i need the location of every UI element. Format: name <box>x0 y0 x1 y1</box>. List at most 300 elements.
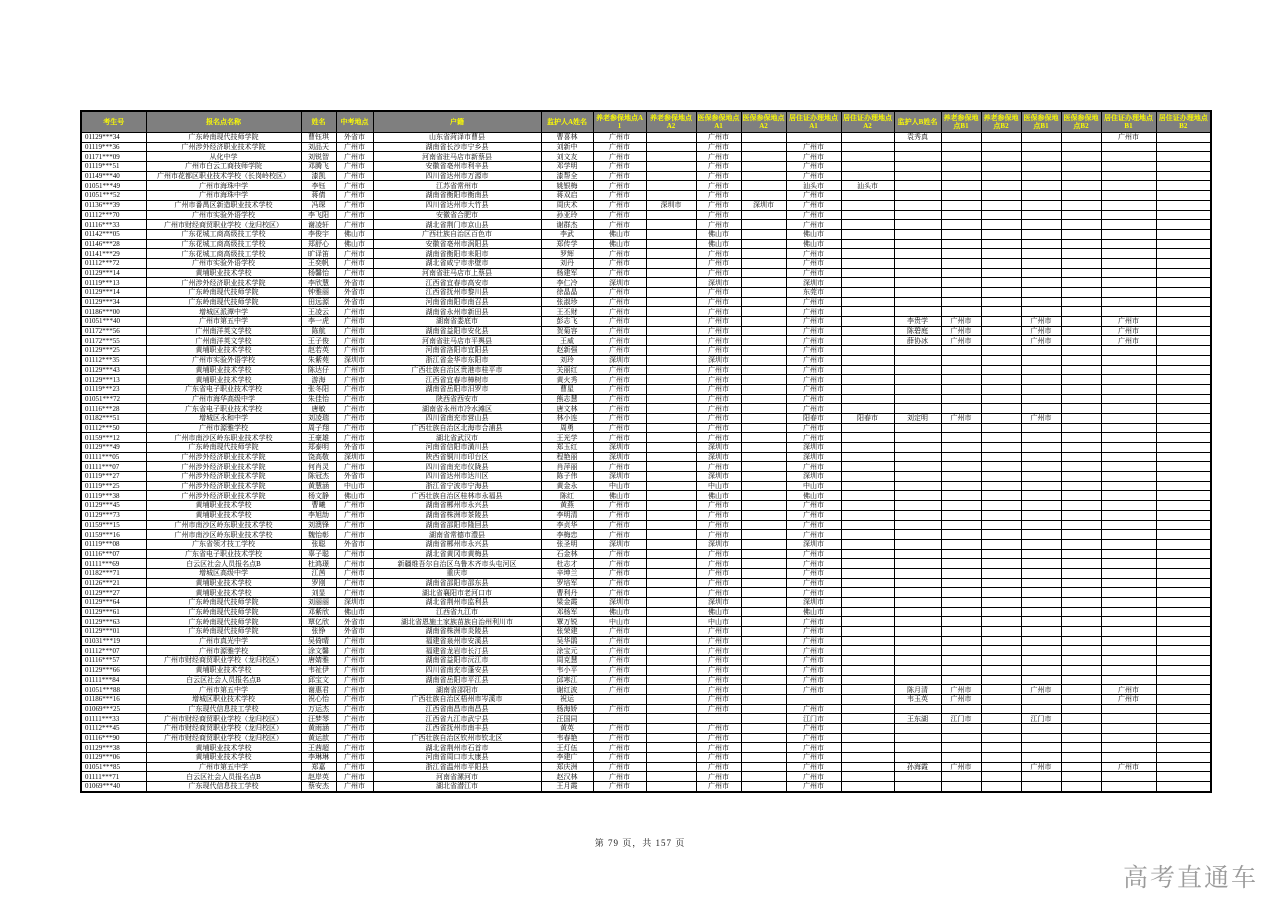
cell: 广州市 <box>336 743 373 753</box>
cell <box>1156 636 1211 646</box>
cell: 广州市 <box>786 336 841 346</box>
cell: 01129***34 <box>81 297 146 307</box>
cell <box>1021 588 1061 598</box>
cell: 01129***34 <box>81 133 146 143</box>
cell <box>1101 433 1156 443</box>
cell <box>894 162 941 172</box>
cell <box>1021 288 1061 298</box>
cell <box>646 191 696 201</box>
cell: 广州市 <box>593 394 646 404</box>
cell: 佛山市 <box>593 229 646 239</box>
cell: 罗培军 <box>541 578 593 588</box>
cell: 覃亿欣 <box>301 617 336 627</box>
cell <box>981 510 1021 520</box>
cell <box>1021 297 1061 307</box>
cell: 刘丽丽 <box>301 598 336 608</box>
cell <box>894 355 941 365</box>
cell: 广州涉外经济职业技术学院 <box>146 481 301 491</box>
cell: 广州市 <box>593 675 646 685</box>
cell <box>646 481 696 491</box>
cell: 广州市南沙区岭东职业技术学校 <box>146 520 301 530</box>
cell: 湖南省岳阳市汨罗市 <box>373 384 541 394</box>
cell <box>894 636 941 646</box>
cell: 佛山市 <box>786 491 841 501</box>
cell <box>1156 723 1211 733</box>
cell: 谢惠君 <box>301 685 336 695</box>
cell: 曹喜林 <box>541 133 593 143</box>
cell <box>941 394 981 404</box>
cell <box>941 549 981 559</box>
cell <box>1101 288 1156 298</box>
cell <box>1156 297 1211 307</box>
cell: 徐晶晶 <box>541 288 593 298</box>
table-row <box>81 423 1211 433</box>
cell <box>894 627 941 637</box>
cell: 广州市 <box>786 249 841 259</box>
cell <box>1021 665 1061 675</box>
cell <box>941 365 981 375</box>
cell: 郑庆洲 <box>541 762 593 772</box>
cell <box>646 326 696 336</box>
table-row <box>81 181 1211 191</box>
cell <box>841 404 894 414</box>
cell <box>1156 433 1211 443</box>
cell: 广州市 <box>696 288 741 298</box>
cell: 陈碧庭 <box>894 326 941 336</box>
cell <box>1061 723 1101 733</box>
cell: 河南省信阳市潢川县 <box>373 443 541 453</box>
cell: 谢红波 <box>541 685 593 695</box>
cell: 周子翔 <box>301 423 336 433</box>
cell <box>841 675 894 685</box>
cell <box>593 714 646 724</box>
cell <box>1061 394 1101 404</box>
cell: 广州市 <box>696 423 741 433</box>
cell: 湖南省益阳市安化县 <box>373 326 541 336</box>
cell: 广州市 <box>696 413 741 423</box>
cell: 湖南省邵阳市 <box>373 685 541 695</box>
cell <box>894 462 941 472</box>
table-row <box>81 598 1211 608</box>
cell <box>1021 384 1061 394</box>
table-body <box>81 133 1211 792</box>
cell <box>741 753 786 763</box>
cell <box>1156 404 1211 414</box>
cell: 广州市南沙区岭东职业技术学校 <box>146 530 301 540</box>
cell <box>894 510 941 520</box>
cell <box>1021 782 1061 792</box>
cell <box>1061 462 1101 472</box>
cell: 深圳市 <box>593 472 646 482</box>
cell: 广州市 <box>336 762 373 772</box>
cell: 陈航 <box>301 326 336 336</box>
cell: 赵岸英 <box>301 772 336 782</box>
cell: 广州市 <box>593 530 646 540</box>
cell: 深圳市 <box>786 598 841 608</box>
cell <box>941 704 981 714</box>
cell: 韦祉伊 <box>301 665 336 675</box>
table-row <box>81 239 1211 249</box>
cell <box>741 365 786 375</box>
cell: 广州市 <box>593 665 646 675</box>
cell: 李建广 <box>541 753 593 763</box>
cell: 曹利丹 <box>541 588 593 598</box>
cell: 广州市海珠中学 <box>146 191 301 201</box>
cell: 中山市 <box>593 481 646 491</box>
cell <box>841 268 894 278</box>
cell: 广州市 <box>786 530 841 540</box>
cell <box>741 384 786 394</box>
cell: 01182***51 <box>81 413 146 423</box>
cell: 广州市 <box>593 723 646 733</box>
cell <box>741 307 786 317</box>
cell: 河南省南阳市南召县 <box>373 297 541 307</box>
cell <box>1061 617 1101 627</box>
cell: 从化中学 <box>146 152 301 162</box>
cell: 广州市实验外语学校 <box>146 258 301 268</box>
cell <box>894 268 941 278</box>
cell <box>1021 598 1061 608</box>
cell <box>1021 743 1061 753</box>
cell <box>894 665 941 675</box>
cell: 广州市 <box>941 336 981 346</box>
cell: 江西省宜春市高安市 <box>373 278 541 288</box>
cell <box>1101 355 1156 365</box>
cell <box>941 278 981 288</box>
cell <box>941 229 981 239</box>
cell <box>1101 384 1156 394</box>
cell <box>1061 694 1101 704</box>
cell: 01159***16 <box>81 530 146 540</box>
cell <box>593 694 646 704</box>
cell: 四川省达州市达川区 <box>373 472 541 482</box>
cell: 陕西省西安市 <box>373 394 541 404</box>
cell: 广州涉外经济职业技术学院 <box>146 278 301 288</box>
cell <box>894 520 941 530</box>
cell: 刘澳锋 <box>301 520 336 530</box>
cell <box>1021 733 1061 743</box>
table-row <box>81 152 1211 162</box>
cell: 01111***33 <box>81 714 146 724</box>
cell: 广州市 <box>786 772 841 782</box>
cell: 广州市 <box>696 723 741 733</box>
cell: 广州市 <box>696 171 741 181</box>
cell: 汪国同 <box>541 714 593 724</box>
cell <box>646 694 696 704</box>
cell <box>741 239 786 249</box>
cell <box>1101 617 1156 627</box>
cell: 01129***38 <box>81 743 146 753</box>
cell: 王东湖 <box>894 714 941 724</box>
cell <box>894 539 941 549</box>
cell: 广州市 <box>593 782 646 792</box>
cell <box>841 549 894 559</box>
cell <box>1061 704 1101 714</box>
page-number: 第 79 页，共 157 页 <box>594 838 686 848</box>
cell <box>1156 162 1211 172</box>
cell <box>981 646 1021 656</box>
cell <box>1021 191 1061 201</box>
cell <box>741 375 786 385</box>
cell: 01129***49 <box>81 443 146 453</box>
cell <box>1061 423 1101 433</box>
cell: 白云区社会人员报名点B <box>146 772 301 782</box>
cell <box>941 646 981 656</box>
cell <box>1061 530 1101 540</box>
cell: 广州市 <box>593 733 646 743</box>
cell <box>1061 307 1101 317</box>
cell <box>646 568 696 578</box>
cell: 林小连 <box>541 413 593 423</box>
cell: 广州市 <box>593 133 646 143</box>
cell <box>894 423 941 433</box>
cell <box>1156 200 1211 210</box>
cell <box>941 433 981 443</box>
cell: 广州市 <box>336 346 373 356</box>
cell: 广东花城工商高级技工学校 <box>146 249 301 259</box>
cell: 深圳市 <box>696 355 741 365</box>
cell <box>646 133 696 143</box>
cell <box>841 617 894 627</box>
cell <box>1156 307 1211 317</box>
cell <box>741 404 786 414</box>
cell: 广州市 <box>336 723 373 733</box>
cell: 张聪 <box>301 539 336 549</box>
cell: 广州市 <box>786 268 841 278</box>
cell <box>1156 171 1211 181</box>
cell <box>741 472 786 482</box>
cell: 01172***56 <box>81 326 146 336</box>
table-row <box>81 355 1211 365</box>
cell: 李欣慧 <box>301 278 336 288</box>
cell: 广州市 <box>593 346 646 356</box>
cell <box>1021 617 1061 627</box>
cell: 李仁冷 <box>541 278 593 288</box>
cell <box>741 539 786 549</box>
cell <box>941 133 981 143</box>
cell <box>1156 375 1211 385</box>
cell <box>941 375 981 385</box>
cell <box>981 268 1021 278</box>
cell: 01112***07 <box>81 646 146 656</box>
cell <box>941 578 981 588</box>
cell: 曹星 <box>541 384 593 394</box>
column-header-2: 报名点名称 <box>146 111 301 133</box>
cell <box>981 404 1021 414</box>
cell: 广州市 <box>336 413 373 423</box>
cell: 深圳市 <box>593 539 646 549</box>
cell <box>841 753 894 763</box>
cell <box>646 510 696 520</box>
cell: 广州市 <box>336 394 373 404</box>
cell <box>941 249 981 259</box>
cell: 广州市 <box>696 568 741 578</box>
cell: 广州市 <box>336 733 373 743</box>
cell: 广州市 <box>786 627 841 637</box>
cell <box>1156 462 1211 472</box>
table-row <box>81 326 1211 336</box>
table-row <box>81 617 1211 627</box>
cell: 广州市 <box>696 210 741 220</box>
cell <box>1061 317 1101 327</box>
cell: 广州市 <box>696 520 741 530</box>
cell: 广州市 <box>593 268 646 278</box>
cell: 黄埔职业技术学校 <box>146 375 301 385</box>
cell <box>646 162 696 172</box>
cell <box>1101 220 1156 230</box>
cell: 增城区永和中学 <box>146 413 301 423</box>
cell <box>941 181 981 191</box>
cell <box>741 656 786 666</box>
cell: 湖南省衡阳市耒阳市 <box>373 249 541 259</box>
cell: 山东省菏泽市曹县 <box>373 133 541 143</box>
cell <box>1021 636 1061 646</box>
cell <box>841 481 894 491</box>
cell: 罗辉 <box>541 249 593 259</box>
cell: 刘锐智 <box>301 152 336 162</box>
cell <box>841 239 894 249</box>
cell <box>894 443 941 453</box>
cell: 广州市 <box>593 317 646 327</box>
cell <box>646 142 696 152</box>
cell <box>981 336 1021 346</box>
table-row <box>81 694 1211 704</box>
cell <box>981 665 1021 675</box>
cell <box>1061 607 1101 617</box>
table-row <box>81 258 1211 268</box>
cell <box>1156 346 1211 356</box>
cell: 广东省领才技工学校 <box>146 539 301 549</box>
cell <box>1021 346 1061 356</box>
cell: 广州市 <box>696 317 741 327</box>
cell: 增城区高级中学 <box>146 568 301 578</box>
cell <box>646 443 696 453</box>
cell <box>941 723 981 733</box>
cell: 湖北省荆州市石首市 <box>373 743 541 753</box>
cell: 广州市 <box>336 317 373 327</box>
cell: 广州市 <box>1021 317 1061 327</box>
cell <box>741 317 786 327</box>
cell <box>941 239 981 249</box>
cell: 01112***45 <box>81 723 146 733</box>
cell <box>741 297 786 307</box>
cell <box>646 520 696 530</box>
cell: 唐敏 <box>301 404 336 414</box>
cell: 01112***50 <box>81 423 146 433</box>
cell: 广东岭南现代技师学院 <box>146 297 301 307</box>
cell <box>1156 278 1211 288</box>
cell <box>894 772 941 782</box>
cell <box>1061 171 1101 181</box>
cell <box>894 501 941 511</box>
cell: 广州市财经商贸职业学校（龙归校区） <box>146 220 301 230</box>
cell: 魏怡彰 <box>301 530 336 540</box>
cell <box>941 171 981 181</box>
cell <box>1021 181 1061 191</box>
cell <box>741 694 786 704</box>
cell: 湖南省益阳市沅江市 <box>373 656 541 666</box>
cell <box>981 384 1021 394</box>
cell <box>646 404 696 414</box>
cell <box>981 191 1021 201</box>
cell: 广州市 <box>336 714 373 724</box>
cell <box>1156 229 1211 239</box>
cell <box>941 627 981 637</box>
cell: 福建省泉州市安溪县 <box>373 636 541 646</box>
cell <box>646 617 696 627</box>
cell <box>981 559 1021 569</box>
cell <box>894 433 941 443</box>
cell: 01119***27 <box>81 472 146 482</box>
cell <box>1021 171 1061 181</box>
cell: 广州市 <box>941 762 981 772</box>
cell <box>841 462 894 472</box>
cell <box>1101 753 1156 763</box>
cell: 黄运歆 <box>301 733 336 743</box>
cell: 广州市 <box>696 384 741 394</box>
cell <box>1156 607 1211 617</box>
cell: 湖南省郴州市永兴县 <box>373 539 541 549</box>
cell <box>1101 646 1156 656</box>
cell: 广州市 <box>593 636 646 646</box>
cell <box>981 762 1021 772</box>
cell <box>941 191 981 201</box>
cell <box>894 394 941 404</box>
table-row <box>81 384 1211 394</box>
cell <box>1021 568 1061 578</box>
cell <box>1101 229 1156 239</box>
cell: 广州市第五中学 <box>146 762 301 772</box>
cell: 广州市 <box>336 200 373 210</box>
cell: 王灯伍 <box>541 743 593 753</box>
cell <box>1021 753 1061 763</box>
cell <box>981 472 1021 482</box>
cell <box>1021 394 1061 404</box>
cell: 广州市 <box>696 510 741 520</box>
cell: 01146***28 <box>81 239 146 249</box>
cell: 邓紫欣 <box>301 607 336 617</box>
table-header-row <box>81 111 1211 133</box>
cell: 江西省南昌市南昌县 <box>373 704 541 714</box>
cell <box>1156 568 1211 578</box>
cell <box>646 549 696 559</box>
cell <box>1021 510 1061 520</box>
cell <box>981 152 1021 162</box>
cell: 王豪雄 <box>301 433 336 443</box>
cell <box>981 588 1021 598</box>
cell: 湖北省咸宁市赤壁市 <box>373 258 541 268</box>
cell: 广州市 <box>786 733 841 743</box>
cell <box>1061 200 1101 210</box>
cell: 01116***57 <box>81 656 146 666</box>
cell: 曹曦 <box>301 501 336 511</box>
cell <box>1101 200 1156 210</box>
cell: 广州市 <box>1101 762 1156 772</box>
cell <box>1156 501 1211 511</box>
cell <box>1156 249 1211 259</box>
cell: 01129***61 <box>81 607 146 617</box>
cell <box>941 452 981 462</box>
cell: 01129***25 <box>81 346 146 356</box>
cell <box>1101 665 1156 675</box>
cell <box>741 714 786 724</box>
table-row <box>81 685 1211 695</box>
cell: 唐文林 <box>541 404 593 414</box>
cell: 浙江省金华市东阳市 <box>373 355 541 365</box>
cell <box>841 665 894 675</box>
cell <box>1101 258 1156 268</box>
cell: 广州市 <box>336 704 373 714</box>
